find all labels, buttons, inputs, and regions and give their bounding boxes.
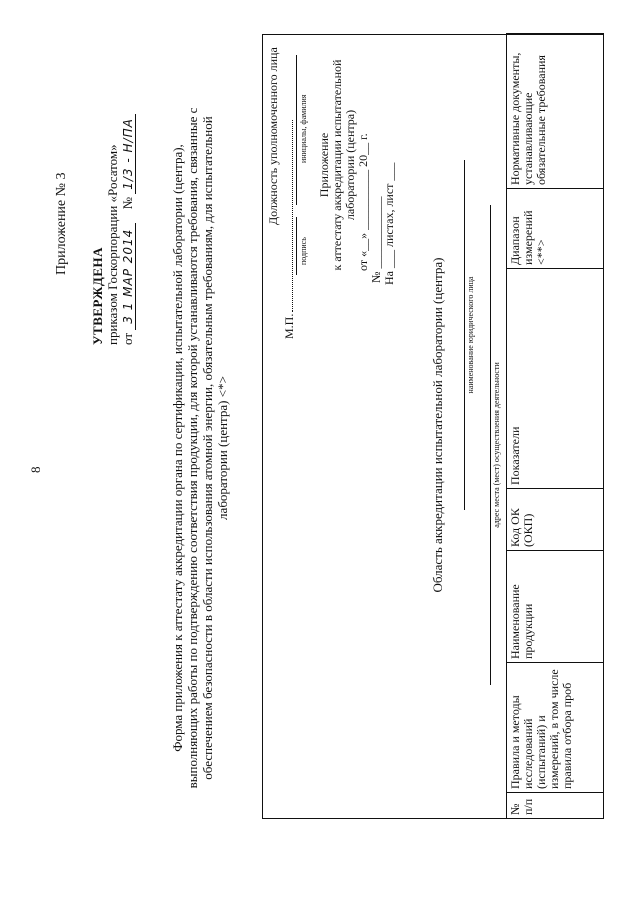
signature-line (296, 217, 297, 275)
header-cell-product: Наименование продукции (507, 551, 604, 663)
approval-order-line: приказом Госкорпорации «Росатом» (105, 144, 120, 345)
seal-dotted-line (292, 120, 293, 312)
signature-caption: подпись (299, 237, 308, 265)
header-cell-normative-docs: Нормативные документы, устанавливающие обязательные требования (507, 34, 604, 189)
approval-number-prefix: № (120, 197, 135, 210)
address-caption: адрес места (мест) осуществления деятельности (492, 362, 501, 528)
table-header-row (507, 34, 604, 819)
annex-title: Приложение (317, 132, 331, 198)
approval-from-prefix: от (120, 332, 135, 345)
name-line (296, 55, 297, 205)
annex-sheets-line: На ___ листах, лист ___ (382, 162, 396, 285)
legal-entity-caption: наименование юридического лица (466, 276, 475, 394)
annex-number-line: № ____________ (369, 196, 383, 283)
approval-date-handwritten: 3 1 МАР 2014 (121, 223, 136, 330)
header-cell-code: Код ОК (ОКП) (507, 489, 604, 551)
scope-title: Область аккредитации испытательной лаборатории (центра) (430, 257, 445, 593)
legal-entity-line (464, 160, 465, 510)
form-title-line: обеспечением безопасности в области использования атомной энергии, обязательным требованиям, для испытательной (200, 116, 215, 780)
annex-date-line: от «__» __________ 20__ г. (356, 133, 370, 271)
header-cell-range: Диапазон измерений <**> (507, 189, 604, 269)
page-number: 8 (28, 466, 43, 473)
approval-heading: УТВЕРЖДЕНА (90, 246, 105, 345)
appendix-label: Приложение № 3 (54, 172, 69, 275)
form-title-line: выполняющих работы по подтверждению соответствия продукции, для которой устанавливаются требования, связанные с (185, 107, 200, 789)
approval-block (90, 114, 136, 345)
address-line (490, 205, 491, 685)
scope-table (506, 33, 604, 819)
seal-label: М.П. (282, 313, 296, 339)
approval-number-handwritten: 1/3 - Н/ПА (121, 114, 136, 194)
header-cell-number: № п/п (507, 793, 604, 819)
header-cell-indicators: Показатели (507, 269, 604, 489)
approval-date-line (120, 114, 136, 345)
form-title-line: лаборатории (центра) <*> (215, 376, 230, 520)
authorized-position-label: Должность уполномоченного лица (266, 47, 280, 225)
name-caption: инициалы, фамилия (299, 94, 308, 163)
seal-line (282, 120, 297, 339)
header-cell-methods: Правила и методы исследований (испытаний) и измерений, в том числе правила отбора проб (507, 663, 604, 793)
annex-block (318, 45, 396, 285)
form-title (170, 83, 230, 813)
annex-to: к аттестату аккредитации испытательной лаборатории (центра) (330, 59, 357, 271)
form-title-line: Форма приложения к аттестату аккредитации органа по сертификации, испытательной лаборатории (центра), (170, 144, 185, 752)
